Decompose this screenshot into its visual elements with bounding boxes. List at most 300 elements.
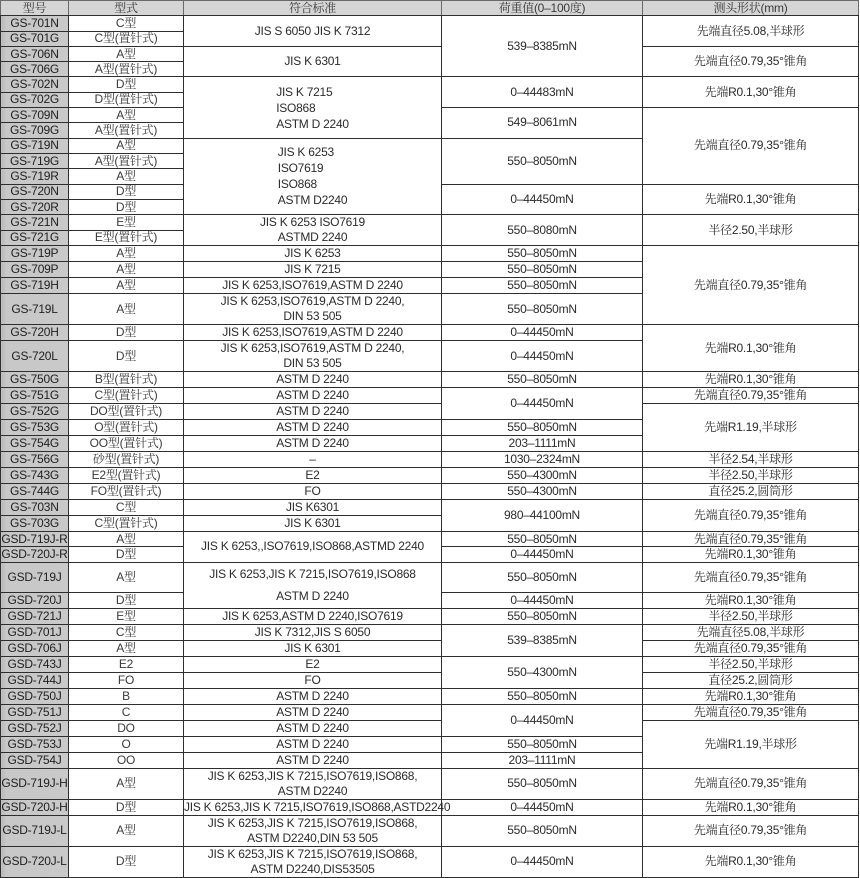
model-cell: GS-709G xyxy=(1,123,69,138)
probe-shape-cell: 先端直径0.79,35°锥角 xyxy=(643,562,859,593)
standard-line: ASTM D 2240 xyxy=(276,720,349,735)
standard-lines xyxy=(276,721,349,736)
probe-shape-cell: 半径2.50,半球形 xyxy=(643,608,859,624)
standard-line: JIS K 6301 xyxy=(284,640,341,655)
type-cell: D型 xyxy=(69,325,184,341)
type-cell: C型 xyxy=(69,624,184,640)
model-cell: GS-703G xyxy=(1,516,69,532)
standard-line: JIS K 6253 ISO7619 xyxy=(260,215,365,230)
probe-shape-cell: 先端直径0.79,35°锥角 xyxy=(643,704,859,720)
table-row xyxy=(1,16,859,31)
load-cell: 550–8050mN xyxy=(442,420,643,436)
type-cell: OO xyxy=(69,752,184,768)
type-cell: C型(置针式) xyxy=(69,31,184,46)
header-model: 型号 xyxy=(1,1,69,16)
standard-lines xyxy=(286,500,339,515)
load-cell: 550–8080mN xyxy=(442,215,643,246)
type-cell: C型(置针式) xyxy=(69,516,184,532)
model-cell: GS-751G xyxy=(1,388,69,404)
standard-cell xyxy=(184,452,442,468)
type-cell: D型(置针式) xyxy=(69,92,184,107)
load-cell: 0–44450mN xyxy=(442,704,643,736)
probe-shape-cell: 先端R0.1,30°锥角 xyxy=(643,77,859,108)
type-cell: E型 xyxy=(69,215,184,231)
load-cell: 1030–2324mN xyxy=(442,452,643,468)
load-cell: 550–8050mN xyxy=(442,815,643,846)
probe-shape-cell: 先端R0.1,30°锥角 xyxy=(643,372,859,388)
table-row xyxy=(1,624,859,640)
probe-shape-cell: 先端R0.1,30°锥角 xyxy=(643,846,859,877)
standard-cell xyxy=(184,768,442,799)
standard-line: ASTM D2240,DIS53505 xyxy=(250,861,375,876)
standard-cell xyxy=(184,640,442,656)
model-cell: GS-720L xyxy=(1,341,69,372)
model-cell: GS-701G xyxy=(1,31,69,46)
type-cell: O型(置针式) xyxy=(69,420,184,436)
probe-shape-cell: 先端R1.19,半球形 xyxy=(643,404,859,452)
type-cell: A型 xyxy=(69,46,184,61)
type-cell: E2型(置针式) xyxy=(69,468,184,484)
load-cell: 0–44450mN xyxy=(442,388,643,420)
table-row xyxy=(1,846,859,877)
probe-shape-cell: 先端R0.1,30°锥角 xyxy=(643,184,859,215)
standard-line: JIS K 7215 xyxy=(284,262,341,277)
standard-lines xyxy=(278,144,348,208)
standard-line: JIS K 6253 xyxy=(277,145,334,160)
type-cell: A型(置针式) xyxy=(69,62,184,77)
standard-line: JIS K 7215 xyxy=(276,84,333,99)
standard-lines xyxy=(221,341,405,371)
standard-cell xyxy=(184,815,442,846)
load-cell: 203–1111mN xyxy=(442,752,643,768)
model-cell: GSD-750J xyxy=(1,688,69,704)
standard-lines xyxy=(208,769,418,799)
model-cell: GSD-719J xyxy=(1,562,69,593)
model-cell: GS-702G xyxy=(1,92,69,107)
load-cell: 550–8050mN xyxy=(442,768,643,799)
model-cell: GS-720N xyxy=(1,184,69,199)
load-cell: 539–8385mN xyxy=(442,16,643,77)
standard-lines xyxy=(208,847,418,877)
probe-shape-cell: 先端直径5.08,半球形 xyxy=(643,16,859,47)
header-type: 型式 xyxy=(69,1,184,16)
table-row xyxy=(1,246,859,262)
type-cell: D型 xyxy=(69,799,184,815)
standard-lines xyxy=(284,641,340,656)
standard-cell xyxy=(184,484,442,500)
table-row xyxy=(1,372,859,388)
standard-lines xyxy=(222,609,403,624)
standard-lines xyxy=(276,84,349,132)
probe-shape-cell: 先端直径0.79,35°锥角 xyxy=(643,815,859,846)
standard-lines xyxy=(276,420,349,435)
standard-cell xyxy=(184,608,442,624)
model-cell: GS-709N xyxy=(1,108,69,123)
standard-lines xyxy=(276,436,349,451)
model-cell: GS-706N xyxy=(1,46,69,61)
standard-cell xyxy=(184,294,442,325)
standard-cell xyxy=(184,246,442,262)
standard-lines xyxy=(221,294,405,324)
model-cell: GSD-743J xyxy=(1,656,69,672)
load-cell: 550–4300mN xyxy=(442,468,643,484)
type-cell: A型 xyxy=(69,815,184,846)
table-row xyxy=(1,388,859,404)
type-cell: FO xyxy=(69,672,184,688)
standard-cell xyxy=(184,720,442,736)
type-cell: A型 xyxy=(69,169,184,184)
probe-shape-cell: 先端直径0.79,35°锥角 xyxy=(643,768,859,799)
load-cell: 550–8050mN xyxy=(442,562,643,593)
type-cell: B型(置针式) xyxy=(69,372,184,388)
probe-shape-cell: 先端直径0.79,35°锥角 xyxy=(643,246,859,325)
standard-lines xyxy=(260,215,365,245)
standard-cell xyxy=(184,799,451,815)
standard-cell xyxy=(184,704,442,720)
load-cell: 550–8050mN xyxy=(442,138,643,184)
probe-shape-cell: 直径25.2,圆筒形 xyxy=(643,484,859,500)
table-row xyxy=(1,704,859,720)
load-cell: 0–44483mN xyxy=(442,77,643,108)
table-row xyxy=(1,562,859,593)
table-row xyxy=(1,640,859,656)
table-header xyxy=(1,1,859,16)
standard-line: JIS K 6301 xyxy=(284,516,341,531)
standard-lines xyxy=(304,673,320,688)
standard-line: ASTM D 2240 xyxy=(276,404,349,419)
standard-line: JIS K6301 xyxy=(285,500,340,515)
type-cell: E型(置针式) xyxy=(69,230,184,246)
load-cell: 0–44450mN xyxy=(442,184,643,215)
standard-line: JIS K 6253,ISO7619,ASTM D 2240 xyxy=(222,325,403,340)
type-cell: E2 xyxy=(69,656,184,672)
probe-shape-cell: 直径25.2,圆筒形 xyxy=(643,672,859,688)
standard-line: JIS K 6253,JIS K 7215,ISO7619,ISO868, xyxy=(207,768,418,783)
load-cell: 0–44450mN xyxy=(442,547,643,562)
type-cell: D型 xyxy=(69,846,184,877)
standard-line: JIS K 6253,JIS K 7215,ISO7619,ISO868 xyxy=(209,567,416,582)
standard-lines xyxy=(184,800,450,815)
model-cell: GS-702N xyxy=(1,77,69,92)
table-row xyxy=(1,608,859,624)
standard-lines xyxy=(276,689,349,704)
model-cell: GSD-720J xyxy=(1,593,69,608)
type-cell: D型 xyxy=(69,77,184,92)
probe-shape-cell: 先端直径0.79,35°锥角 xyxy=(643,388,859,404)
table-row xyxy=(1,452,859,468)
model-cell: GS-721G xyxy=(1,230,69,246)
model-cell: GS-719N xyxy=(1,138,69,153)
standard-lines xyxy=(222,278,403,293)
standard-line: JIS K 7312,JIS S 6050 xyxy=(254,624,371,639)
load-cell: 550–8050mN xyxy=(442,688,643,704)
standard-lines xyxy=(255,24,371,39)
load-cell: 550–8050mN xyxy=(442,532,643,547)
type-cell: D型 xyxy=(69,341,184,372)
standard-line: JIS K 6253,JIS K 7215,ISO7619,ISO868, xyxy=(207,846,418,861)
table-row xyxy=(1,46,859,61)
type-cell: E型 xyxy=(69,608,184,624)
type-cell: A型(置针式) xyxy=(69,153,184,168)
standard-line: ASTM D 2240 xyxy=(276,372,349,387)
type-cell: A型 xyxy=(69,246,184,262)
load-cell: 550–8050mN xyxy=(442,372,643,388)
standard-lines xyxy=(309,452,315,467)
table-row xyxy=(1,215,859,231)
standard-cell xyxy=(184,325,442,341)
table-row xyxy=(1,325,859,341)
table-row xyxy=(1,532,859,547)
standard-cell xyxy=(184,215,442,246)
standard-line: ISO868 xyxy=(277,177,317,192)
type-cell: C型(置针式) xyxy=(69,388,184,404)
model-cell: GS-701N xyxy=(1,16,69,31)
probe-shape-cell: 先端R0.1,30°锥角 xyxy=(643,325,859,372)
type-cell: C型 xyxy=(69,16,184,31)
standard-cell xyxy=(184,532,442,563)
table-row xyxy=(1,500,859,516)
load-cell: 550–8050mN xyxy=(442,608,643,624)
model-cell: GSD-751J xyxy=(1,704,69,720)
table-row xyxy=(1,720,859,736)
type-cell: A型(置针式) xyxy=(69,123,184,138)
type-cell: DO xyxy=(69,720,184,736)
probe-shape-cell: 先端R0.1,30°锥角 xyxy=(643,547,859,562)
standard-line: ISO7619 xyxy=(277,161,324,176)
model-cell: GS-719P xyxy=(1,246,69,262)
standard-line: JIS K 6253,ASTM D 2240,ISO7619 xyxy=(222,608,403,623)
standard-line: E2 xyxy=(305,468,320,483)
standard-cell xyxy=(184,736,442,752)
load-cell: 550–8050mN xyxy=(442,278,643,294)
standard-line: ASTM D 2240 xyxy=(276,688,349,703)
standard-cell xyxy=(184,138,442,214)
model-cell: GSD-719J-L xyxy=(1,815,69,846)
standard-lines xyxy=(284,262,340,277)
standard-lines xyxy=(284,54,340,69)
standard-lines xyxy=(284,516,340,531)
type-cell: FO型(置针式) xyxy=(69,484,184,500)
type-cell: C型 xyxy=(69,500,184,516)
standard-line: ASTM D2240,DIN 53 505 xyxy=(247,830,378,845)
type-cell: O xyxy=(69,736,184,752)
table-row xyxy=(1,688,859,704)
standard-line: ASTM D 2240 xyxy=(276,752,349,767)
model-cell: GSD-719J-H xyxy=(1,768,69,799)
standard-lines xyxy=(284,246,340,261)
standard-line: ASTM D 2240 xyxy=(276,436,349,451)
probe-shape-cell: 先端直径0.79,35°锥角 xyxy=(643,108,859,184)
probe-shape-cell: 先端R0.1,30°锥角 xyxy=(643,688,859,704)
standard-line: JIS K 6253,ISO7619,ASTM D 2240, xyxy=(220,341,405,356)
model-cell: GS-719G xyxy=(1,153,69,168)
load-cell: 0–44450mN xyxy=(442,325,643,341)
standard-cell xyxy=(184,372,442,388)
type-cell: D型 xyxy=(69,593,184,608)
table-row xyxy=(1,815,859,846)
load-cell: 549–8061mN xyxy=(442,108,643,139)
standard-line: JIS S 6050 JIS K 7312 xyxy=(254,23,371,38)
load-cell: 539–8385mN xyxy=(442,624,643,656)
type-cell: A型 xyxy=(69,640,184,656)
model-cell: GS-752G xyxy=(1,404,69,420)
model-cell: GSD-719J-R xyxy=(1,531,68,546)
standard-line: FO xyxy=(304,672,321,687)
standard-cell xyxy=(184,420,442,436)
model-cell: GSD-706J xyxy=(1,640,69,656)
standard-line: JIS K 6253,JIS K 7215,ISO7619,ISO868,ASTD2240 xyxy=(184,799,451,814)
table-row xyxy=(1,77,859,92)
load-cell: 0–44450mN xyxy=(442,341,643,372)
standard-line: ASTM D2240 xyxy=(277,783,348,798)
standard-line: E2 xyxy=(305,656,320,671)
model-cell: GSD-754J xyxy=(1,752,69,768)
type-cell: A型 xyxy=(69,532,184,547)
model-cell: GS-750G xyxy=(1,372,69,388)
standard-line: ASTM D 2240 xyxy=(276,388,349,403)
header-load: 荷重值(0–100度) xyxy=(442,1,643,16)
standard-cell xyxy=(184,278,442,294)
standard-line: ISO868 xyxy=(276,100,316,115)
model-cell: GSD-753J xyxy=(1,736,69,752)
type-cell: A型 xyxy=(69,278,184,294)
standard-cell xyxy=(184,752,442,768)
standard-line: JIS K 6253,ISO7619,ASTM D 2240, xyxy=(220,294,405,309)
load-cell: 550–8050mN xyxy=(442,294,643,325)
model-cell: GSD-720J-H xyxy=(1,799,68,814)
standard-lines xyxy=(276,705,349,720)
table-row xyxy=(1,656,859,672)
model-cell: GSD-720J-R xyxy=(1,547,68,562)
model-cell: GS-720H xyxy=(1,325,69,341)
type-cell: C xyxy=(69,704,184,720)
table-row xyxy=(1,768,859,799)
model-cell: GS-753G xyxy=(1,420,69,436)
standard-cell xyxy=(184,846,442,877)
standard-cell xyxy=(184,46,442,77)
probe-shape-cell: 半径2.54,半球形 xyxy=(643,452,859,468)
standard-lines xyxy=(222,325,403,340)
header-standard: 符合标准 xyxy=(184,1,442,16)
standard-lines xyxy=(276,388,349,403)
model-cell: GS-744G xyxy=(1,484,69,500)
table-row xyxy=(1,672,859,688)
standard-cell xyxy=(184,262,442,278)
model-cell: GS-703N xyxy=(1,500,69,516)
standard-cell xyxy=(184,688,442,704)
standard-lines xyxy=(276,753,349,768)
table-row xyxy=(1,799,859,815)
table-row xyxy=(1,468,859,484)
standard-lines xyxy=(305,657,319,672)
type-cell: 砂型(置针式) xyxy=(69,452,184,468)
table-row xyxy=(1,484,859,500)
model-cell: GS-743G xyxy=(1,468,69,484)
type-cell: OO型(置针式) xyxy=(69,436,184,452)
load-cell: 550–4300mN xyxy=(442,484,643,500)
model-cell: GSD-752J xyxy=(1,720,69,736)
model-cell: GS-719H xyxy=(1,278,69,294)
probe-shape-cell: 先端R1.19,半球形 xyxy=(643,720,859,768)
standard-cell xyxy=(184,77,442,138)
type-cell: DO型(置针式) xyxy=(69,404,184,420)
probe-shape-cell: 半径2.50,半球形 xyxy=(643,468,859,484)
model-cell: GS-721N xyxy=(1,215,69,231)
standard-line: JIS K 6253 xyxy=(284,246,341,261)
load-cell: 0–44450mN xyxy=(442,593,643,608)
standard-line: JIS K 6253,,ISO7619,ISO868,ASTMD 2240 xyxy=(201,539,424,554)
standard-line: ASTM D 2240 xyxy=(276,736,349,751)
model-cell: GSD-701J xyxy=(1,624,69,640)
standard-lines xyxy=(209,563,415,607)
standard-line: ASTM D 2240 xyxy=(276,116,349,131)
type-cell: A型 xyxy=(69,262,184,278)
standard-cell xyxy=(184,656,442,672)
standard-line: JIS K 6301 xyxy=(284,54,341,69)
load-cell: 203–1111mN xyxy=(442,436,643,452)
standard-line: ASTM D2240 xyxy=(277,193,348,208)
standard-cell xyxy=(184,516,442,532)
table-body xyxy=(1,16,859,877)
model-cell: GS-719L xyxy=(1,294,69,325)
type-cell: A型 xyxy=(69,294,184,325)
type-cell: A型 xyxy=(69,108,184,123)
standard-lines xyxy=(276,737,349,752)
model-cell: GS-709P xyxy=(1,262,69,278)
standard-lines xyxy=(255,625,371,640)
load-cell: 550–8050mN xyxy=(442,246,643,262)
probe-shape-cell: 先端直径0.79,35°锥角 xyxy=(643,46,859,77)
standard-cell xyxy=(184,468,442,484)
load-cell: 0–44450mN xyxy=(442,846,643,877)
standard-lines xyxy=(276,404,349,419)
header-row xyxy=(1,1,859,16)
standard-cell xyxy=(184,341,442,372)
model-cell: GS-719R xyxy=(1,169,69,184)
standard-line: JIS K 6253,JIS K 7215,ISO7619,ISO868, xyxy=(207,815,418,830)
load-cell: 550–4300mN xyxy=(442,656,643,688)
type-cell: D型 xyxy=(69,184,184,199)
type-cell: A型 xyxy=(69,768,184,799)
model-cell: GSD-720J-L xyxy=(1,846,69,877)
model-cell: GSD-721J xyxy=(1,608,69,624)
probe-shape-cell: 半径2.50,半球形 xyxy=(643,656,859,672)
load-cell: 550–8050mN xyxy=(442,736,643,752)
standard-lines xyxy=(201,539,424,554)
model-cell: GS-754G xyxy=(1,436,69,452)
standard-line: FO xyxy=(304,484,321,499)
standard-line: DIN 53 505 xyxy=(283,356,342,371)
probe-shape-cell: 半径2.50,半球形 xyxy=(643,215,859,246)
type-cell: D型 xyxy=(69,547,184,562)
standard-lines xyxy=(276,372,349,387)
standard-line: ASTMD 2240 xyxy=(277,230,348,245)
probe-shape-cell: 先端直径5.08,半球形 xyxy=(643,624,859,640)
standard-line: ASTM D 2240 xyxy=(276,704,349,719)
type-cell: A型 xyxy=(69,138,184,153)
standard-cell xyxy=(184,388,442,404)
standard-cell xyxy=(184,404,442,420)
standard-lines xyxy=(305,468,319,483)
standard-line: – xyxy=(309,452,316,467)
table-row xyxy=(1,404,859,420)
probe-shape-cell: 先端R0.1,30°锥角 xyxy=(643,593,859,608)
model-cell: GS-720R xyxy=(1,199,69,214)
probe-shape-cell: 先端直径0.79,35°锥角 xyxy=(643,640,859,656)
type-cell: A型 xyxy=(69,562,184,593)
standard-lines xyxy=(208,816,418,846)
standard-line: ASTM D 2240 xyxy=(276,589,349,604)
